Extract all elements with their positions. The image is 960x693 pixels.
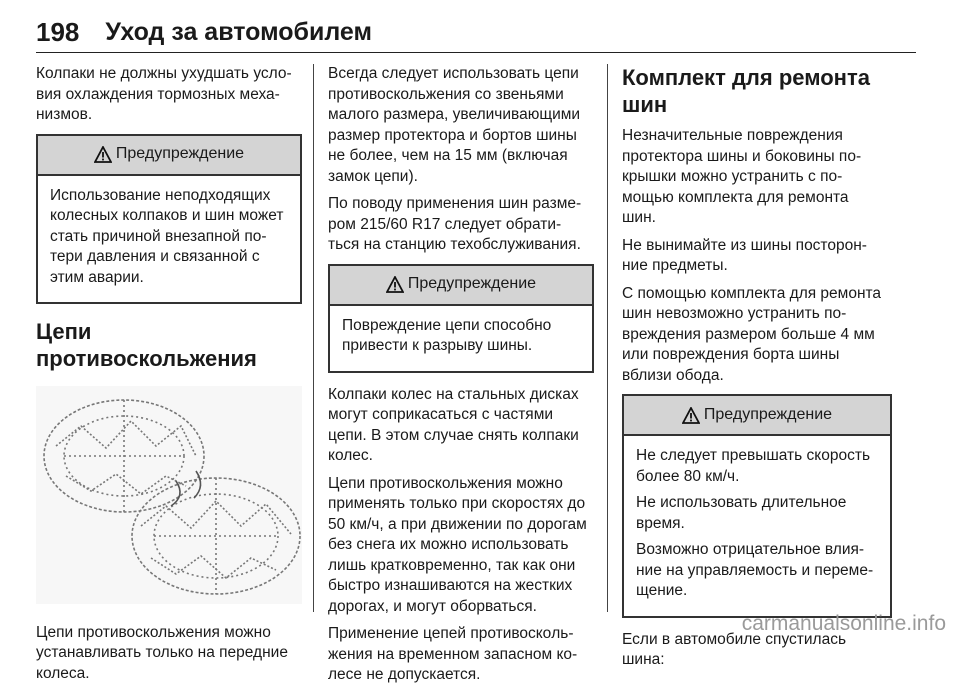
warning-text: Использование неподходящих колесных колпаков и шин может стать причиной внезапной по- тери давления и связанной с этим аварии. (50, 186, 284, 286)
warning-heading: Предупреждение (703, 405, 833, 423)
paragraph: Цепи противоскольжения можно применять только при скоростях до 50 км/ч, а при движении по дорогам без снега их можно использовать лишь кратковременно, так как они быстро изнашиваются на жестких дорогах, и могут оборваться. (328, 474, 587, 615)
warning-header (330, 266, 592, 306)
paragraph: Всегда следует использовать цепи противоскольжения со звеньями малого размера, увеличивающими размер протектора и бортов шины не более, чем на 15 мм (включая замок цепи). (328, 65, 581, 185)
warning-box (36, 134, 302, 305)
snow-chains-illustration (36, 386, 302, 604)
paragraph: Незначительные повреждения протектора шины и боковины по- крышки можно устранить с по- мощью комплекта для ремонта шин. (622, 127, 862, 226)
page-title: Уход за автомобилем (105, 17, 372, 46)
paragraph: Не вынимайте из шины посторон- ние предметы. (622, 236, 867, 274)
section-title: Комплект для ремонта шин (622, 65, 870, 117)
column-divider (607, 64, 608, 612)
paragraph: Колпаки не должны ухудшать усло- вия охлаждения тормозных меха- низмов. (36, 65, 292, 123)
paragraph: Если в автомобиле спустилась шина: (622, 630, 847, 668)
section-title: Цепи противоскольжения (36, 319, 257, 371)
warning-text: Не использовать длительное время. (636, 494, 847, 532)
page-header (36, 12, 916, 53)
warning-heading: Предупреждение (407, 275, 537, 293)
warning-header (38, 136, 300, 176)
warning-box (328, 264, 594, 373)
page-number: 198 (36, 16, 80, 47)
warning-header (624, 396, 890, 436)
paragraph: С помощью комплекта для ремонта шин невозможно устранить по- вреждения размером больше 4 мм или повреждения борта шины вблизи обода. (622, 284, 882, 384)
warning-triangle-icon (386, 276, 404, 293)
column-3 (622, 64, 892, 678)
paragraph: По поводу применения шин разме- ром 215/60 R17 следует обрати- ться на станцию техобслуживания. (328, 195, 582, 253)
paragraph: Колпаки колес на стальных дисках могут соприкасаться с частями цепи. В этом случае снять колпаки колес. (328, 385, 579, 464)
warning-text: Повреждение цепи способно привести к разрыву шины. (342, 316, 552, 354)
warning-box (622, 394, 892, 618)
watermark: carmanualsonline.info (741, 612, 946, 635)
paragraph: Применение цепей противоскoль- жения на временном запасном ко- лесе не допускается. (328, 625, 578, 683)
column-2 (328, 64, 594, 693)
image-caption: Цепи противоскольжения можно устанавливать только на передние колеса. (36, 623, 288, 682)
warning-triangle-icon (94, 146, 112, 163)
warning-triangle-icon (682, 407, 700, 424)
column-1 (36, 64, 302, 691)
warning-heading: Предупреждение (115, 145, 245, 163)
warning-text: Не следует превышать скорость более 80 км/ч. (636, 447, 871, 485)
warning-text: Возможно отрицательное влия- ние на управляемость и переме- щение. (636, 541, 874, 599)
column-divider (313, 64, 314, 612)
